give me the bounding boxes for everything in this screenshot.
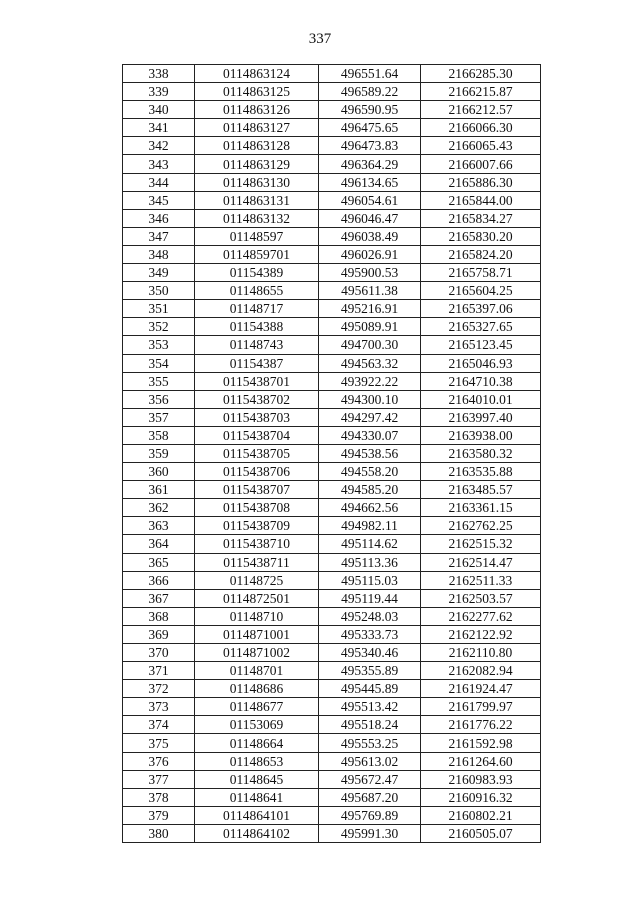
point-id-cell: 01148597 — [195, 227, 319, 245]
point-id-cell: 0114859701 — [195, 245, 319, 263]
x-coordinate-cell: 496589.22 — [319, 83, 421, 101]
row-number-cell: 346 — [123, 209, 195, 227]
y-coordinate-cell: 2165758.71 — [421, 264, 541, 282]
point-id-cell: 01154387 — [195, 354, 319, 372]
x-coordinate-cell: 495513.42 — [319, 698, 421, 716]
y-coordinate-cell: 2162762.25 — [421, 517, 541, 535]
table-row — [123, 680, 541, 698]
table-row — [123, 662, 541, 680]
point-id-cell: 0115438711 — [195, 553, 319, 571]
point-id-cell: 01148655 — [195, 282, 319, 300]
row-number-cell: 353 — [123, 336, 195, 354]
y-coordinate-cell: 2165604.25 — [421, 282, 541, 300]
table-row — [123, 824, 541, 842]
y-coordinate-cell: 2166212.57 — [421, 101, 541, 119]
table-row — [123, 372, 541, 390]
x-coordinate-cell: 495114.62 — [319, 535, 421, 553]
row-number-cell: 370 — [123, 644, 195, 662]
x-coordinate-cell: 495115.03 — [319, 571, 421, 589]
point-id-cell: 0115438710 — [195, 535, 319, 553]
table-row — [123, 444, 541, 462]
point-id-cell: 0114863126 — [195, 101, 319, 119]
point-id-cell: 0115438701 — [195, 372, 319, 390]
table-row — [123, 571, 541, 589]
y-coordinate-cell: 2166007.66 — [421, 155, 541, 173]
coordinates-table-body — [123, 65, 541, 843]
x-coordinate-cell: 495445.89 — [319, 680, 421, 698]
table-row — [123, 553, 541, 571]
x-coordinate-cell: 495900.53 — [319, 264, 421, 282]
point-id-cell: 01154388 — [195, 318, 319, 336]
y-coordinate-cell: 2160802.21 — [421, 806, 541, 824]
x-coordinate-cell: 494300.10 — [319, 390, 421, 408]
point-id-cell: 0115438707 — [195, 481, 319, 499]
x-coordinate-cell: 496364.29 — [319, 155, 421, 173]
table-row — [123, 390, 541, 408]
x-coordinate-cell: 495991.30 — [319, 824, 421, 842]
row-number-cell: 363 — [123, 517, 195, 535]
page-number: 337 — [308, 31, 332, 47]
row-number-cell: 344 — [123, 173, 195, 191]
y-coordinate-cell: 2162511.33 — [421, 571, 541, 589]
point-id-cell: 01148725 — [195, 571, 319, 589]
x-coordinate-cell: 495611.38 — [319, 282, 421, 300]
point-id-cell: 0114863125 — [195, 83, 319, 101]
x-coordinate-cell: 494982.11 — [319, 517, 421, 535]
point-id-cell: 01148677 — [195, 698, 319, 716]
row-number-cell: 339 — [123, 83, 195, 101]
table-row — [123, 625, 541, 643]
y-coordinate-cell: 2160983.93 — [421, 770, 541, 788]
table-row — [123, 282, 541, 300]
x-coordinate-cell: 496134.65 — [319, 173, 421, 191]
y-coordinate-cell: 2166285.30 — [421, 65, 541, 83]
row-number-cell: 372 — [123, 680, 195, 698]
y-coordinate-cell: 2163361.15 — [421, 499, 541, 517]
table-row — [123, 752, 541, 770]
table-row — [123, 481, 541, 499]
row-number-cell: 366 — [123, 571, 195, 589]
y-coordinate-cell: 2165397.06 — [421, 300, 541, 318]
x-coordinate-cell: 495333.73 — [319, 625, 421, 643]
x-coordinate-cell: 494585.20 — [319, 481, 421, 499]
x-coordinate-cell: 495216.91 — [319, 300, 421, 318]
x-coordinate-cell: 493922.22 — [319, 372, 421, 390]
x-coordinate-cell: 494330.07 — [319, 426, 421, 444]
row-number-cell: 345 — [123, 191, 195, 209]
y-coordinate-cell: 2163997.40 — [421, 408, 541, 426]
y-coordinate-cell: 2162110.80 — [421, 644, 541, 662]
table-row — [123, 155, 541, 173]
y-coordinate-cell: 2162514.47 — [421, 553, 541, 571]
point-id-cell: 01148664 — [195, 734, 319, 752]
point-id-cell: 0115438709 — [195, 517, 319, 535]
y-coordinate-cell: 2161924.47 — [421, 680, 541, 698]
row-number-cell: 348 — [123, 245, 195, 263]
row-number-cell: 379 — [123, 806, 195, 824]
y-coordinate-cell: 2165886.30 — [421, 173, 541, 191]
table-row — [123, 119, 541, 137]
row-number-cell: 343 — [123, 155, 195, 173]
table-row — [123, 300, 541, 318]
point-id-cell: 01148653 — [195, 752, 319, 770]
x-coordinate-cell: 495769.89 — [319, 806, 421, 824]
row-number-cell: 364 — [123, 535, 195, 553]
table-row — [123, 336, 541, 354]
x-coordinate-cell: 494538.56 — [319, 444, 421, 462]
point-id-cell: 0114863127 — [195, 119, 319, 137]
table-row — [123, 806, 541, 824]
point-id-cell: 01148686 — [195, 680, 319, 698]
row-number-cell: 373 — [123, 698, 195, 716]
point-id-cell: 0114864102 — [195, 824, 319, 842]
x-coordinate-cell: 495355.89 — [319, 662, 421, 680]
table-row — [123, 65, 541, 83]
point-id-cell: 0114871002 — [195, 644, 319, 662]
point-id-cell: 0114863124 — [195, 65, 319, 83]
row-number-cell: 357 — [123, 408, 195, 426]
y-coordinate-cell: 2162515.32 — [421, 535, 541, 553]
table-row — [123, 535, 541, 553]
row-number-cell: 354 — [123, 354, 195, 372]
x-coordinate-cell: 494558.20 — [319, 463, 421, 481]
row-number-cell: 376 — [123, 752, 195, 770]
row-number-cell: 341 — [123, 119, 195, 137]
x-coordinate-cell: 496473.83 — [319, 137, 421, 155]
table-row — [123, 101, 541, 119]
table-row — [123, 607, 541, 625]
point-id-cell: 0115438708 — [195, 499, 319, 517]
y-coordinate-cell: 2165046.93 — [421, 354, 541, 372]
table-row — [123, 788, 541, 806]
point-id-cell: 01148645 — [195, 770, 319, 788]
row-number-cell: 377 — [123, 770, 195, 788]
x-coordinate-cell: 496054.61 — [319, 191, 421, 209]
y-coordinate-cell: 2165123.45 — [421, 336, 541, 354]
x-coordinate-cell: 494563.32 — [319, 354, 421, 372]
point-id-cell: 0114863128 — [195, 137, 319, 155]
point-id-cell: 0115438702 — [195, 390, 319, 408]
y-coordinate-cell: 2163580.32 — [421, 444, 541, 462]
row-number-cell: 362 — [123, 499, 195, 517]
row-number-cell: 342 — [123, 137, 195, 155]
row-number-cell: 355 — [123, 372, 195, 390]
point-id-cell: 01153069 — [195, 716, 319, 734]
row-number-cell: 368 — [123, 607, 195, 625]
row-number-cell: 359 — [123, 444, 195, 462]
point-id-cell: 01148743 — [195, 336, 319, 354]
y-coordinate-cell: 2164010.01 — [421, 390, 541, 408]
x-coordinate-cell: 495613.02 — [319, 752, 421, 770]
point-id-cell: 0114871001 — [195, 625, 319, 643]
x-coordinate-cell: 495518.24 — [319, 716, 421, 734]
table-row — [123, 426, 541, 444]
x-coordinate-cell: 496038.49 — [319, 227, 421, 245]
y-coordinate-cell: 2165834.27 — [421, 209, 541, 227]
x-coordinate-cell: 495687.20 — [319, 788, 421, 806]
point-id-cell: 0115438703 — [195, 408, 319, 426]
point-id-cell: 0115438704 — [195, 426, 319, 444]
point-id-cell: 01148717 — [195, 300, 319, 318]
point-id-cell: 01148701 — [195, 662, 319, 680]
y-coordinate-cell: 2162277.62 — [421, 607, 541, 625]
y-coordinate-cell: 2162082.94 — [421, 662, 541, 680]
x-coordinate-cell: 495672.47 — [319, 770, 421, 788]
y-coordinate-cell: 2163938.00 — [421, 426, 541, 444]
x-coordinate-cell: 495553.25 — [319, 734, 421, 752]
y-coordinate-cell: 2165830.20 — [421, 227, 541, 245]
table-row — [123, 499, 541, 517]
table-row — [123, 264, 541, 282]
row-number-cell: 361 — [123, 481, 195, 499]
table-row — [123, 716, 541, 734]
table-row — [123, 83, 541, 101]
y-coordinate-cell: 2166065.43 — [421, 137, 541, 155]
x-coordinate-cell: 495113.36 — [319, 553, 421, 571]
row-number-cell: 338 — [123, 65, 195, 83]
x-coordinate-cell: 495089.91 — [319, 318, 421, 336]
x-coordinate-cell: 494662.56 — [319, 499, 421, 517]
row-number-cell: 380 — [123, 824, 195, 842]
x-coordinate-cell: 496551.64 — [319, 65, 421, 83]
table-row — [123, 644, 541, 662]
x-coordinate-cell: 496475.65 — [319, 119, 421, 137]
row-number-cell: 351 — [123, 300, 195, 318]
table-row — [123, 318, 541, 336]
y-coordinate-cell: 2163485.57 — [421, 481, 541, 499]
row-number-cell: 375 — [123, 734, 195, 752]
table-row — [123, 589, 541, 607]
row-number-cell: 367 — [123, 589, 195, 607]
row-number-cell: 340 — [123, 101, 195, 119]
row-number-cell: 374 — [123, 716, 195, 734]
row-number-cell: 358 — [123, 426, 195, 444]
y-coordinate-cell: 2161799.97 — [421, 698, 541, 716]
y-coordinate-cell: 2165327.65 — [421, 318, 541, 336]
point-id-cell: 01154389 — [195, 264, 319, 282]
y-coordinate-cell: 2161776.22 — [421, 716, 541, 734]
row-number-cell: 356 — [123, 390, 195, 408]
row-number-cell: 350 — [123, 282, 195, 300]
y-coordinate-cell: 2165824.20 — [421, 245, 541, 263]
x-coordinate-cell: 494297.42 — [319, 408, 421, 426]
y-coordinate-cell: 2166215.87 — [421, 83, 541, 101]
x-coordinate-cell: 494700.30 — [319, 336, 421, 354]
point-id-cell: 0115438705 — [195, 444, 319, 462]
coordinates-table — [122, 64, 541, 843]
table-row — [123, 191, 541, 209]
row-number-cell: 371 — [123, 662, 195, 680]
x-coordinate-cell: 495119.44 — [319, 589, 421, 607]
point-id-cell: 01148710 — [195, 607, 319, 625]
table-row — [123, 245, 541, 263]
y-coordinate-cell: 2165844.00 — [421, 191, 541, 209]
point-id-cell: 0114864101 — [195, 806, 319, 824]
y-coordinate-cell: 2161264.60 — [421, 752, 541, 770]
y-coordinate-cell: 2166066.30 — [421, 119, 541, 137]
row-number-cell: 369 — [123, 625, 195, 643]
row-number-cell: 349 — [123, 264, 195, 282]
point-id-cell: 0115438706 — [195, 463, 319, 481]
table-row — [123, 517, 541, 535]
x-coordinate-cell: 496046.47 — [319, 209, 421, 227]
y-coordinate-cell: 2163535.88 — [421, 463, 541, 481]
table-row — [123, 209, 541, 227]
point-id-cell: 0114863131 — [195, 191, 319, 209]
point-id-cell: 0114863132 — [195, 209, 319, 227]
row-number-cell: 365 — [123, 553, 195, 571]
y-coordinate-cell: 2162503.57 — [421, 589, 541, 607]
y-coordinate-cell: 2164710.38 — [421, 372, 541, 390]
table-row — [123, 354, 541, 372]
y-coordinate-cell: 2162122.92 — [421, 625, 541, 643]
table-row — [123, 770, 541, 788]
table-row — [123, 408, 541, 426]
row-number-cell: 347 — [123, 227, 195, 245]
point-id-cell: 0114863130 — [195, 173, 319, 191]
row-number-cell: 360 — [123, 463, 195, 481]
point-id-cell: 01148641 — [195, 788, 319, 806]
table-row — [123, 698, 541, 716]
point-id-cell: 0114863129 — [195, 155, 319, 173]
y-coordinate-cell: 2161592.98 — [421, 734, 541, 752]
table-row — [123, 463, 541, 481]
table-row — [123, 137, 541, 155]
y-coordinate-cell: 2160916.32 — [421, 788, 541, 806]
y-coordinate-cell: 2160505.07 — [421, 824, 541, 842]
table-row — [123, 227, 541, 245]
x-coordinate-cell: 496026.91 — [319, 245, 421, 263]
row-number-cell: 352 — [123, 318, 195, 336]
point-id-cell: 0114872501 — [195, 589, 319, 607]
row-number-cell: 378 — [123, 788, 195, 806]
x-coordinate-cell: 495340.46 — [319, 644, 421, 662]
table-row — [123, 173, 541, 191]
x-coordinate-cell: 495248.03 — [319, 607, 421, 625]
x-coordinate-cell: 496590.95 — [319, 101, 421, 119]
table-row — [123, 734, 541, 752]
